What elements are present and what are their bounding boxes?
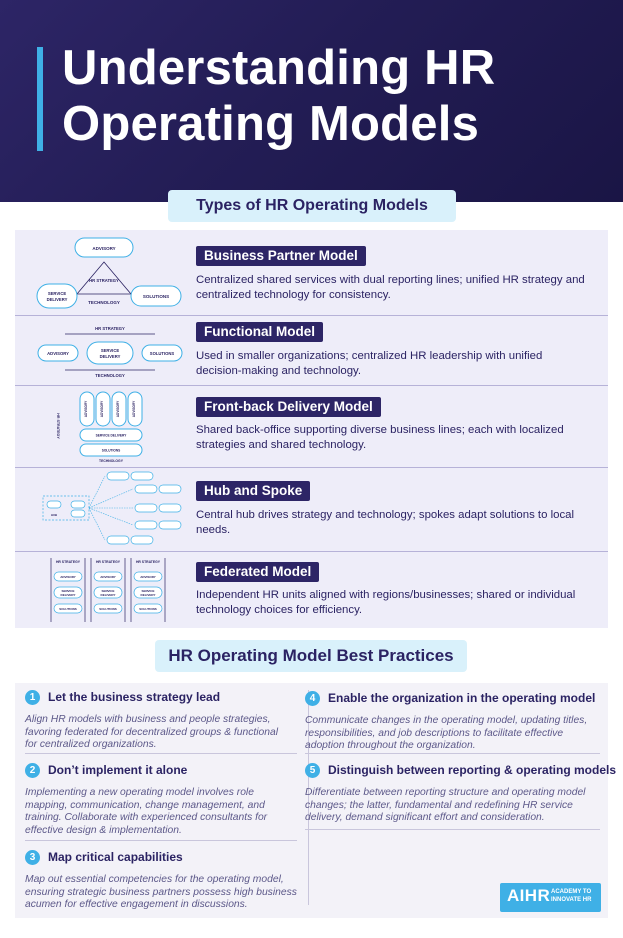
model-functional — [15, 316, 608, 384]
fd-diagram-advisory-1: ADVISORY — [60, 575, 76, 579]
hs-diagram-hub: HUB — [50, 513, 58, 517]
model-name-hub-spoke: Hub and Spoke — [196, 481, 310, 501]
fd-diagram-hr-strategy-3: HR STRATEGY — [135, 560, 161, 564]
practice-desc-line: for centralized organizations. — [25, 739, 157, 751]
bp-diagram-hr-strategy: HR STRATEGY — [89, 278, 119, 283]
practice-divider — [305, 829, 600, 830]
bp-diagram-delivery: DELIVERY — [46, 297, 68, 302]
fb-diagram-solutions: SOLUTIONS — [101, 448, 121, 453]
practice-divider — [305, 753, 600, 754]
aihr-logo — [500, 883, 601, 912]
fb-diagram-service-delivery: SERVICE DELIVERY — [95, 433, 127, 438]
model-desc-business-partner: Centralized shared services with dual reporting lines; unified HR strategy and centralized technology for consistency. — [196, 274, 585, 301]
practice-number-badge: 3 — [25, 850, 40, 865]
practice-desc-line: effective design & implementation. — [25, 824, 182, 836]
fd-diagram-advisory-3: ADVISORY — [140, 575, 156, 579]
practice-desc-line: Communicate changes in the operating model, updating titles, — [305, 715, 588, 726]
fb-diagram-advisory-4: ADVISORY — [132, 400, 136, 418]
federated-unit-2 — [91, 558, 125, 622]
practice-divider — [25, 840, 297, 841]
model-business-partner — [15, 230, 608, 314]
logo-tagline — [551, 889, 591, 904]
practice-description — [25, 874, 297, 912]
federated-unit-1 — [51, 558, 85, 622]
practice-number-badge: 2 — [25, 763, 40, 778]
fb-diagram-advisory-1: ADVISORY — [84, 400, 88, 418]
fb-diagram-hr-strategy: HR STRATEGY — [56, 413, 60, 439]
practice-desc-line: ensuring strategic business partners possess high business — [25, 886, 297, 898]
fd-diagram-hr-strategy-1: HR STRATEGY — [55, 560, 81, 564]
title-line-2: Operating Models — [62, 97, 480, 151]
practice-desc-line: Align HR models with business and people strategies, — [25, 714, 271, 725]
practice-desc-line: favoring federated for decentralized groups & functional — [25, 726, 279, 738]
hub-spoke-diagram — [35, 470, 185, 548]
practice-description — [305, 715, 587, 753]
fd-diagram-hr-strategy-2: HR STRATEGY — [95, 560, 121, 564]
model-federated — [15, 552, 608, 628]
fn-diagram-solutions: SOLUTIONS — [149, 351, 175, 356]
title-accent-bar — [37, 47, 43, 151]
fn-diagram-delivery: DELIVERY — [99, 354, 121, 359]
bp-diagram-service: SERVICE — [47, 291, 67, 296]
fb-diagram-advisory-3: ADVISORY — [116, 400, 120, 418]
bp-diagram-solutions: SOLUTIONS — [142, 294, 170, 299]
practice-divider — [25, 753, 297, 754]
fd-diagram-solutions-1: SOLUTIONS — [59, 607, 77, 611]
practice-title: Map critical capabilities — [48, 850, 183, 864]
practice-desc-line: adoption throughout the organization. — [305, 740, 476, 752]
fd-diagram-delivery-2: DELIVERY — [100, 593, 116, 597]
practice-desc-line: acumen for effective engagement in discussions. — [25, 899, 248, 911]
fn-diagram-service: SERVICE — [100, 348, 120, 353]
practice-title: Don’t implement it alone — [48, 763, 188, 777]
page-title — [62, 40, 602, 152]
practice-description — [25, 714, 278, 752]
federated-unit-3 — [131, 558, 165, 622]
front-back-diagram — [35, 388, 185, 464]
fn-diagram-hr-strategy: HR STRATEGY — [95, 326, 125, 331]
practices-section-title: HR Operating Model Best Practices — [155, 640, 467, 672]
bp-diagram-advisory: ADVISORY — [92, 246, 116, 251]
practice-desc-line: Differentiate between reporting structure and operating model — [305, 787, 586, 798]
model-name-functional: Functional Model — [196, 322, 323, 342]
logo-tagline-line2: INNOVATE HR — [551, 896, 592, 903]
practice-number-badge: 5 — [305, 763, 320, 778]
practice-desc-line: Implementing a new operating model involves role — [25, 787, 254, 798]
business-partner-diagram — [35, 234, 185, 314]
fn-diagram-advisory: ADVISORY — [47, 351, 69, 356]
fn-diagram-technology: TECHNOLOGY — [95, 373, 125, 378]
fd-diagram-solutions-2: SOLUTIONS — [99, 607, 117, 611]
model-name-front-back: Front-back Delivery Model — [196, 397, 381, 417]
practice-desc-line: delivery, demand significant effort and consideration. — [305, 812, 545, 824]
fb-diagram-advisory-2: ADVISORY — [100, 400, 104, 418]
practice-title: Let the business strategy lead — [48, 690, 221, 704]
practice-desc-line: Map out essential competencies for the operating model, — [25, 874, 284, 885]
fd-diagram-service-2: SERVICE — [101, 589, 115, 593]
bp-diagram-technology: TECHNOLOGY — [88, 300, 120, 305]
model-name-federated: Federated Model — [196, 562, 319, 582]
practice-desc-line: training. Collaborate with experienced consultants for — [25, 812, 268, 824]
title-line-1: Understanding HR — [62, 41, 496, 95]
fd-diagram-delivery-1: DELIVERY — [60, 593, 76, 597]
functional-diagram — [35, 320, 185, 384]
model-desc-front-back: Shared back-office supporting diverse business lines; each with localized strategies and shared technology. — [196, 424, 564, 451]
practice-desc-line: mapping, communication, change management, and — [25, 799, 265, 811]
model-desc-functional: Used in smaller organizations; centralized HR leadership with unified decision-making and technology. — [196, 350, 543, 377]
fd-diagram-service-1: SERVICE — [61, 589, 75, 593]
fb-diagram-technology: TECHNOLOGY — [99, 459, 123, 463]
practice-desc-line: changes; the latter, fundamental and redefining HR service — [305, 799, 573, 811]
practice-title: Distinguish between reporting & operating models — [328, 763, 617, 777]
practice-description — [305, 787, 585, 825]
practice-description — [25, 787, 267, 837]
model-hub-spoke — [15, 468, 608, 550]
model-desc-federated: Independent HR units aligned with regions/businesses; shared or individual technology choices for efficiency. — [196, 589, 576, 616]
federated-diagram — [35, 556, 185, 626]
fd-diagram-advisory-2: ADVISORY — [100, 575, 116, 579]
practice-desc-line: responsibilities, and job descriptions to facilitate effective — [305, 727, 564, 739]
model-name-business-partner: Business Partner Model — [196, 246, 366, 266]
practice-number-badge: 1 — [25, 690, 40, 705]
fd-diagram-solutions-3: SOLUTIONS — [139, 607, 157, 611]
fd-diagram-service-3: SERVICE — [141, 589, 155, 593]
model-front-back — [15, 386, 608, 466]
logo-tagline-line1: ACADEMY TO — [551, 889, 592, 895]
practice-number-badge: 4 — [305, 691, 320, 706]
fd-diagram-delivery-3: DELIVERY — [140, 593, 156, 597]
logo-wordmark: AIHR — [507, 886, 551, 905]
models-panel — [15, 230, 608, 628]
header-banner — [0, 0, 623, 202]
practice-title: Enable the organization in the operating model — [328, 691, 596, 705]
model-desc-hub-spoke: Central hub drives strategy and technology; spokes adapt solutions to local needs. — [196, 509, 575, 536]
types-section-title: Types of HR Operating Models — [168, 190, 456, 222]
